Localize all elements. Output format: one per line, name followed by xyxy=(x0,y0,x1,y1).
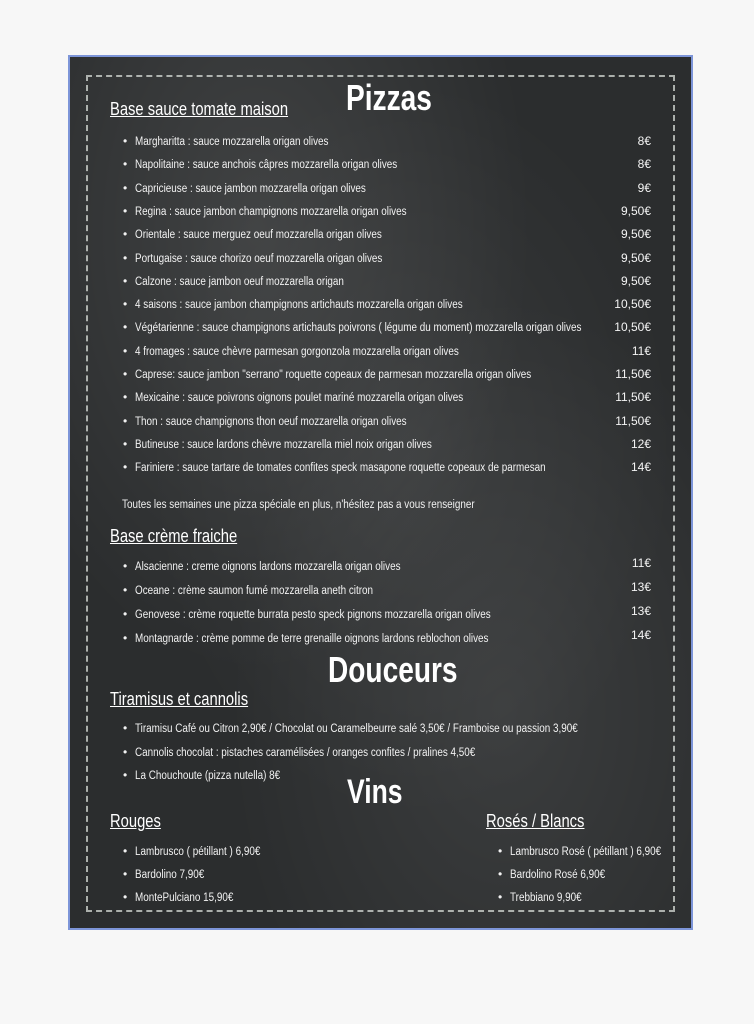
menu-content xyxy=(70,57,691,928)
bullet-mark: • xyxy=(123,768,128,782)
pizza-item-text: Végétarienne : sauce champignons artichauts poivrons ( légume du moment) mozzarella origan olives xyxy=(135,322,582,335)
pizza-item xyxy=(123,293,516,315)
roses-blancs-heading: Rosés / Blancs xyxy=(486,811,585,831)
bullet-mark: • xyxy=(498,844,503,858)
bullet-mark: • xyxy=(498,890,503,904)
pizza-item xyxy=(123,200,451,222)
pizza-item xyxy=(123,386,517,408)
pizza-item-text: Calzone : sauce jambon oeuf mozzarella origan xyxy=(135,275,344,288)
pizza-item-price: 11€ xyxy=(631,343,651,358)
bullet-mark: • xyxy=(123,343,128,358)
pizza-item-price: 9,50€ xyxy=(620,273,651,288)
cream-pizza-item xyxy=(123,555,444,577)
rose-white-wine-item xyxy=(498,840,686,862)
weekly-special-note: Toutes les semaines une pizza spéciale en plus, n'hésitez pas a vous renseigner xyxy=(122,499,475,511)
dessert-item-text: Cannolis chocolat : pistaches caramélisées / oranges confites / pralines 4,50€ xyxy=(135,746,476,759)
pizza-item-text: Portugaise : sauce chorizo oeuf mozzarella origan olives xyxy=(135,252,383,265)
pizza-item xyxy=(123,340,512,362)
chalkboard-menu xyxy=(68,55,693,930)
pizza-item-text: Caprese: sauce jambon "serrano" roquette copeaux de parmesan mozzarella origan olives xyxy=(135,369,532,381)
pizza-item-price: 11,50€ xyxy=(615,413,651,428)
rose-white-wine-item-text: Lambrusco Rosé ( pétillant ) 6,90€ xyxy=(510,846,662,858)
rose-white-wine-item xyxy=(498,863,621,885)
pizza-item xyxy=(123,316,654,338)
rose-white-wine-item-text: Bardolino Rosé 6,90€ xyxy=(510,869,606,881)
cream-pizza-item-price: 13€ xyxy=(630,604,651,618)
pizza-item-price: 11,50€ xyxy=(615,367,651,381)
bullet-mark: • xyxy=(123,367,128,381)
pizzas-title: Pizzas xyxy=(346,77,432,118)
red-wine-item-text: Bardolino 7,90€ xyxy=(135,869,205,881)
dessert-item xyxy=(123,717,650,739)
pizza-item-price: 11,50€ xyxy=(615,390,651,405)
douceurs-title: Douceurs xyxy=(328,649,458,690)
bullet-mark: • xyxy=(123,227,128,242)
pizza-item-price: 10,50€ xyxy=(614,297,651,312)
red-wine-item-text: Lambrusco ( pétillant ) 6,90€ xyxy=(135,846,261,858)
bullet-mark: • xyxy=(123,273,128,288)
bullet-mark: • xyxy=(498,867,503,881)
pizza-item-text: 4 saisons : sauce jambon champignons artichauts mozzarella origan olives xyxy=(135,299,463,312)
pizza-item-price: 9,50€ xyxy=(620,203,651,218)
pizza-item-text: Butineuse : sauce lardons chèvre mozzarella miel noix origan olives xyxy=(135,438,432,451)
bullet-mark: • xyxy=(123,559,128,573)
bullet-mark: • xyxy=(123,134,128,148)
pizza-item-price: 9,50€ xyxy=(620,250,651,265)
pizza-item xyxy=(123,247,423,269)
pizza-item xyxy=(123,177,403,199)
pizza-item xyxy=(123,223,422,245)
pizza-item-price: 8€ xyxy=(637,134,651,148)
cream-pizza-item-price: 11€ xyxy=(631,556,651,570)
cream-pizza-item-text: Oceane : crème saumon fumé mozzarella aneth citron xyxy=(135,585,374,597)
bullet-mark: • xyxy=(123,436,128,451)
bullet-mark: • xyxy=(123,583,128,597)
pizza-item-text: Margharitta : sauce mozzarella origan olives xyxy=(135,136,329,148)
rouges-heading: Rouges xyxy=(110,811,161,831)
pizza-item-text: Regina : sauce jambon champignons mozzarella origan olives xyxy=(135,205,407,218)
bullet-mark: • xyxy=(123,744,128,759)
bullet-mark: • xyxy=(123,157,128,172)
pizza-item xyxy=(123,456,613,478)
bullet-mark: • xyxy=(123,844,128,858)
bullet-mark: • xyxy=(123,607,128,621)
pizza-item-text: Napolitaine : sauce anchois câpres mozzarella origan olives xyxy=(135,159,398,172)
pizza-item-price: 8€ xyxy=(637,157,651,172)
pizza-item-text: Fariniere : sauce tartare de tomates confites speck masapone roquette copeaux de parmesan xyxy=(135,462,546,475)
pizza-item xyxy=(123,153,440,175)
bullet-mark: • xyxy=(123,297,128,312)
cream-pizza-item-text: Genovese : crème roquette burrata pesto speck pignons mozzarella origan olives xyxy=(135,609,491,621)
pizza-item-text: Thon : sauce champignons thon oeuf mozzarella origan olives xyxy=(135,415,407,428)
bullet-mark: • xyxy=(123,867,128,881)
rose-white-wine-item xyxy=(498,886,593,908)
cream-pizza-item-text: Alsacienne : creme oignons lardons mozzarella origan olives xyxy=(135,561,401,573)
bullet-mark: • xyxy=(123,320,128,335)
pizza-item-price: 12€ xyxy=(630,436,651,451)
dessert-item-text: Tiramisu Café ou Citron 2,90€ / Chocolat ou Caramelbeurre salé 3,50€ / Framboise ou passion 3,90€ xyxy=(135,723,578,735)
bullet-mark: • xyxy=(123,203,128,218)
red-wine-item xyxy=(123,863,216,885)
cream-pizza-item-price: 13€ xyxy=(630,580,651,594)
tiramisus-heading: Tiramisus et cannolis xyxy=(110,689,249,709)
bullet-mark: • xyxy=(123,390,128,405)
bullet-mark: • xyxy=(123,631,128,645)
dessert-item xyxy=(123,764,304,786)
bullet-mark: • xyxy=(123,460,128,475)
dessert-item-text: La Chouchoute (pizza nutella) 8€ xyxy=(135,770,281,782)
pizza-item-price: 9€ xyxy=(637,180,651,195)
bullet-mark: • xyxy=(123,413,128,428)
vins-title: Vins xyxy=(347,773,403,811)
cream-pizza-item-price: 14€ xyxy=(630,628,651,642)
pizza-item xyxy=(123,363,596,385)
cream-base-heading: Base crème fraiche xyxy=(110,526,238,546)
pizza-item xyxy=(123,130,360,152)
pizza-item xyxy=(123,433,480,455)
pizza-item xyxy=(123,410,451,432)
pizza-item xyxy=(123,270,378,292)
bullet-mark: • xyxy=(123,890,128,904)
tomato-base-heading: Base sauce tomate maison xyxy=(110,99,289,119)
pizza-item-text: Orientale : sauce merguez oeuf mozzarella origan olives xyxy=(135,229,382,242)
pizza-item-text: 4 fromages : sauce chèvre parmesan gorgonzola mozzarella origan olives xyxy=(135,345,459,358)
bullet-mark: • xyxy=(123,721,128,735)
pizza-item-text: Capricieuse : sauce jambon mozzarella origan olives xyxy=(135,182,366,195)
bullet-mark: • xyxy=(123,180,128,195)
pizza-item-price: 9,50€ xyxy=(620,227,651,242)
cream-pizza-item-text: Montagnarde : crème pomme de terre grenaille oignons lardons reblochon olives xyxy=(135,633,489,645)
cream-pizza-item xyxy=(123,627,546,649)
red-wine-item xyxy=(123,886,249,908)
bullet-mark: • xyxy=(123,250,128,265)
cream-pizza-item xyxy=(123,579,412,601)
dessert-item xyxy=(123,741,531,763)
cream-pizza-item xyxy=(123,603,549,625)
pizza-item-text: Mexicaine : sauce poivrons oignons poulet mariné mozzarella origan olives xyxy=(135,392,464,405)
pizza-item-price: 14€ xyxy=(630,460,651,475)
red-wine-item xyxy=(123,840,281,862)
pizza-item-price: 10,50€ xyxy=(614,320,651,335)
rose-white-wine-item-text: Trebbiano 9,90€ xyxy=(510,892,582,904)
red-wine-item-text: MontePulciano 15,90€ xyxy=(135,892,234,904)
